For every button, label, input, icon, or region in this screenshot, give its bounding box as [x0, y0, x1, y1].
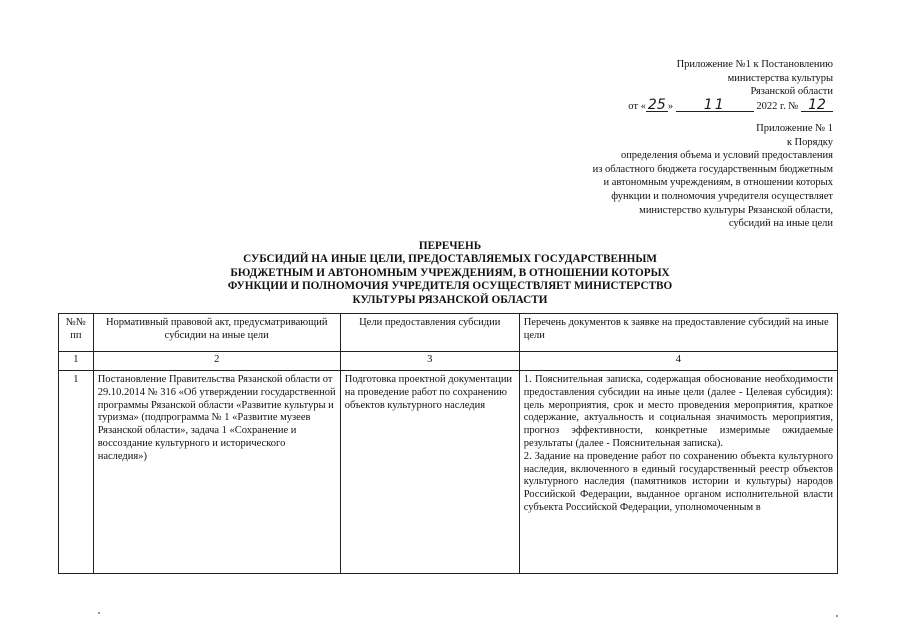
appendix-2-line: и автономным учреждениям, в отношении которых: [603, 177, 833, 189]
handwritten-day: 25: [646, 99, 668, 112]
appendix-2-header: [593, 122, 833, 231]
title-line: БЮДЖЕТНЫМ И АВТОНОМНЫМ УЧРЕЖДЕНИЯМ, В ОТНОШЕНИИ КОТОРЫХ: [230, 266, 670, 279]
title-line: ПЕРЕЧЕНЬ: [418, 240, 482, 252]
scan-speck: [98, 612, 100, 614]
header-goals: Цели предоставления субсидии: [340, 314, 519, 352]
title-line: СУБСИДИЙ НА ИНЫЕ ЦЕЛИ, ПРЕДОСТАВЛЯЕМЫХ ГОСУДАРСТВЕННЫМ: [243, 253, 657, 266]
table-header-row: [59, 314, 838, 352]
header-documents: Перечень документов к заявке на предоставление субсидий на иные цели: [519, 314, 837, 352]
decree-close-quote: »: [667, 100, 674, 112]
appendix-1-line-3: Рязанской области: [750, 86, 833, 98]
appendix-1-line-1: Приложение №1 к Постановлению: [676, 59, 833, 70]
appendix-1-line-2: министерства культуры: [727, 72, 833, 84]
column-number-row: [59, 352, 838, 371]
column-number: 4: [519, 352, 837, 371]
document-title: [150, 240, 750, 307]
document-item: 2. Задание на проведение работ по сохранению объекта культурного наследия, включенного в единый государственный реестр объектов культурного наследия (памятников истории и культуры) народов Российской Федерации, выданное органом исполнительной власти субъекта Российской Федерации, уполномоченным в: [523, 450, 833, 513]
row-number: 1: [59, 371, 94, 574]
appendix-2-line: министерство культуры Рязанской области,: [639, 204, 833, 216]
row-legal-act: Постановление Правительства Рязанской области от 29.10.2014 № 316 «Об утверждении государственной программы Рязанской области «Развитие культуры и туризма» (подпрограмма № 1 «Развитие музеев Рязанской области», задача 1 «Сохранение и воссоздание культурного и исторического наследия»): [93, 371, 340, 574]
appendix-2-line: к Порядку: [786, 136, 833, 148]
column-number: 3: [340, 352, 519, 371]
appendix-1-header: [628, 58, 833, 113]
decree-from-label: от «: [628, 100, 646, 112]
scan-speck: [836, 615, 838, 617]
title-line: КУЛЬТУРЫ РЯЗАНСКОЙ ОБЛАСТИ: [352, 293, 548, 306]
decree-year: 2022 г: [756, 100, 784, 112]
column-number: 1: [59, 352, 94, 371]
column-number: 2: [93, 352, 340, 371]
document-item: 1. Пояснительная записка, содержащая обоснование необходимости предоставления субсидии на иные цели (далее - Целевая субсидия): цель мероприятия, срок и место проведения мероприятия, краткое содержание, актуальность и социальная значимость мероприятия, прогноз эффективности, конкретные измеримые ожидаемые результаты (далее - Пояснительная записка).: [523, 374, 833, 449]
appendix-2-line: из областного бюджета государственным бюджетным: [592, 163, 833, 175]
table-row: [59, 371, 838, 574]
decree-date-line: от « 25 » 11 2022 г. № 12: [628, 99, 833, 114]
subsidy-table: [58, 313, 838, 574]
decree-number-label: №: [788, 100, 799, 112]
appendix-2-line: функции и полномочия учредителя осуществляет: [611, 190, 833, 202]
handwritten-number: 12: [801, 99, 833, 112]
title-line: ФУНКЦИИ И ПОЛНОМОЧИЯ УЧРЕДИТЕЛЯ ОСУЩЕСТВЛЯЕТ МИНИСТЕРСТВО: [227, 280, 673, 293]
header-legal-act: Нормативный правовой акт, предусматривающий субсидии на иные цели: [93, 314, 340, 352]
row-goal: Подготовка проектной документации на проведение работ по сохранению объектов культурного наследия: [340, 371, 519, 574]
appendix-2-line: субсидий на иные цели: [728, 218, 833, 230]
header-number: №№ пп: [59, 314, 94, 352]
appendix-2-line: определения объема и условий предоставления: [620, 150, 833, 162]
appendix-2-line: Приложение № 1: [756, 123, 833, 134]
handwritten-month: 11: [676, 99, 754, 112]
row-documents: [519, 371, 837, 574]
